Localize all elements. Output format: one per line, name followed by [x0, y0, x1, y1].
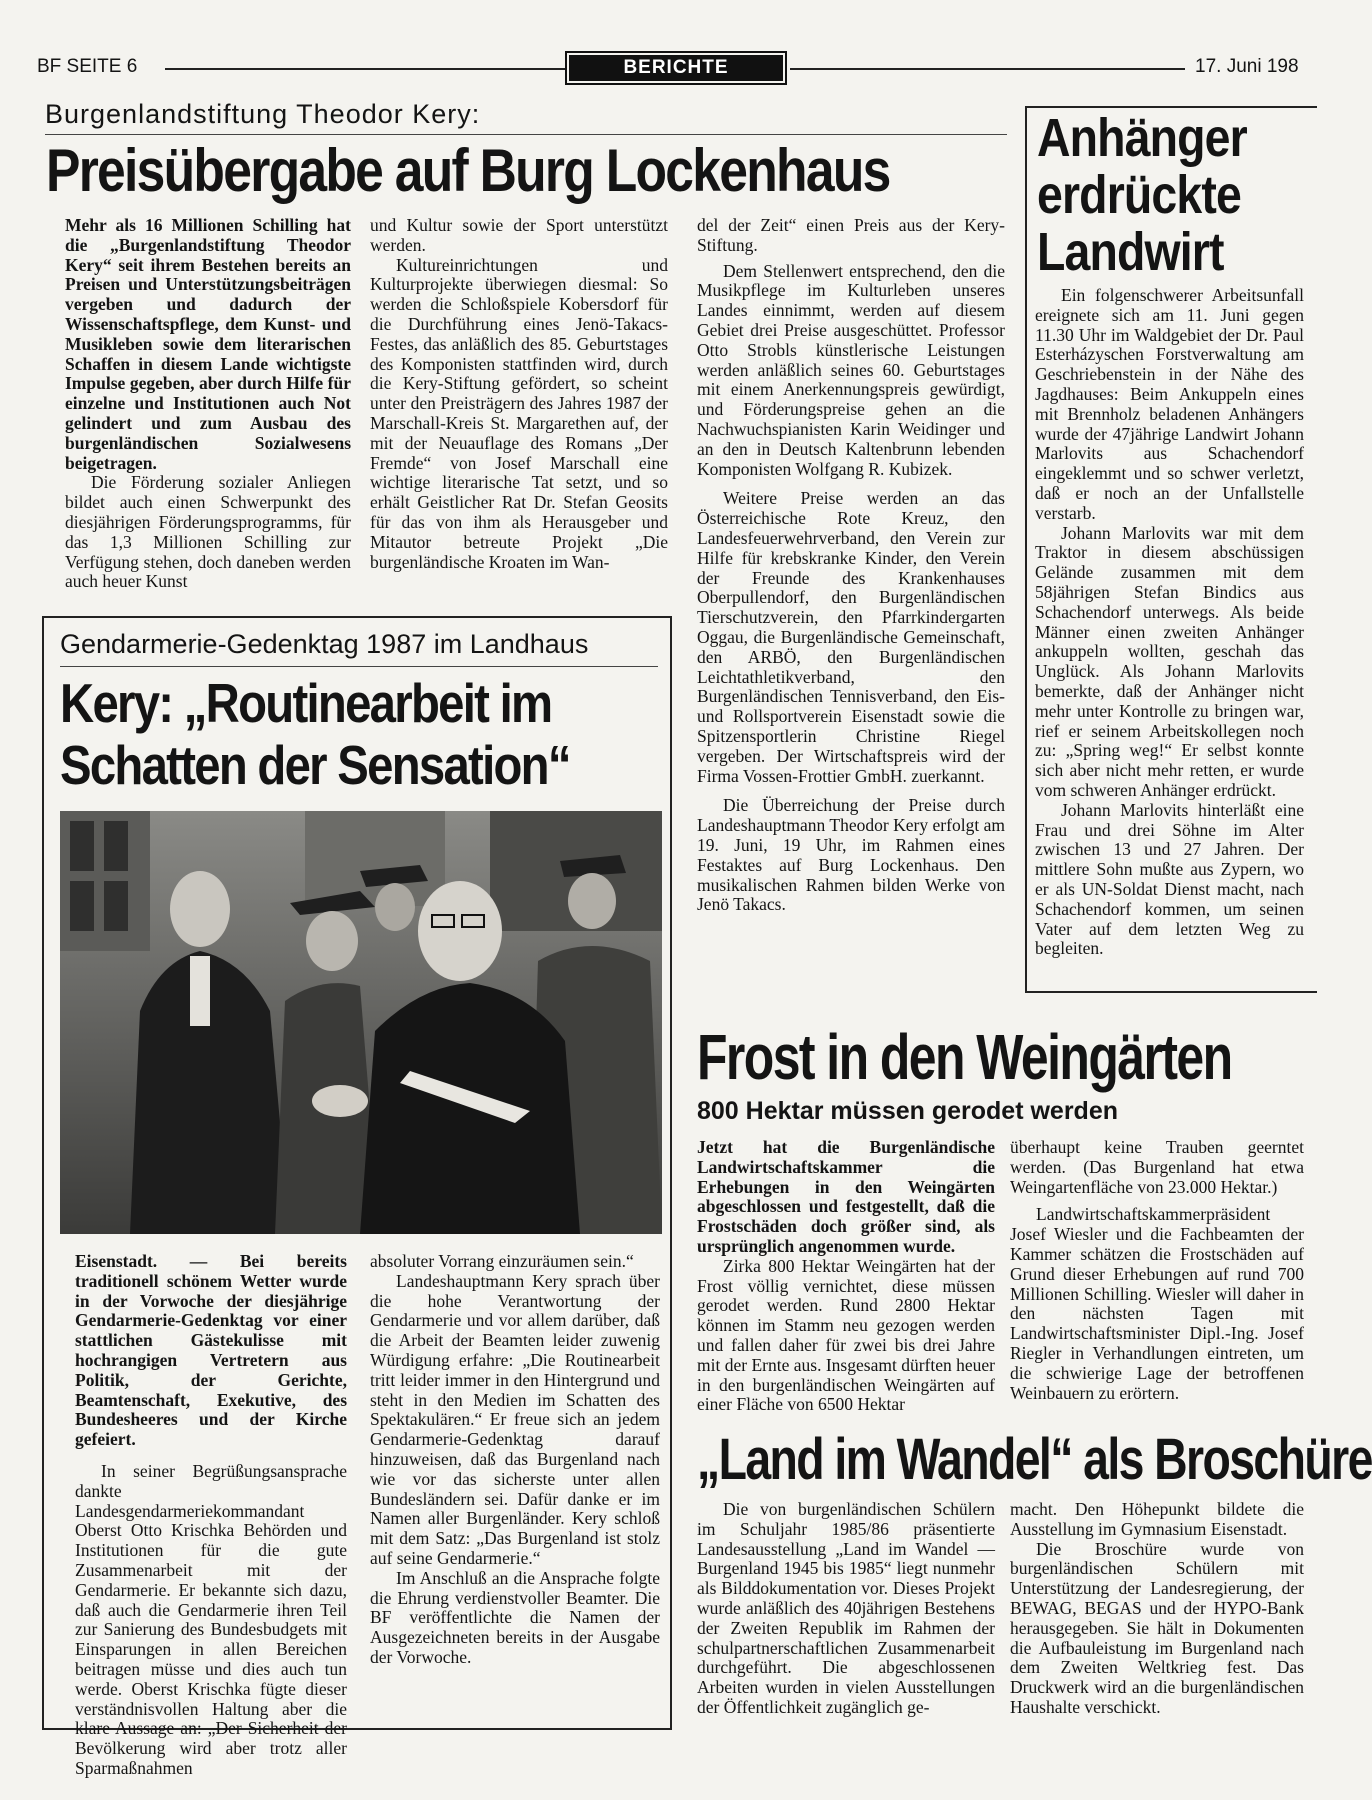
article4-col1	[697, 1137, 995, 1415]
article3-paragraph: absoluter Vorrang einzuräumen sein.“	[370, 1251, 634, 1271]
article5-headline: „Land im Wandel“ als Broschüre	[697, 1427, 1372, 1492]
page-date: 17. Juni 198	[1195, 56, 1299, 77]
article3-lead: Eisenstadt. — Bei bereits traditionell schönem Wetter wurde in der Vorwoche der diesjährige Gendarmerie-Gedenktag vor einer stattlichen Gästekulisse mit hochrangigen Vertretern aus Politik, der Gerichte, Beamtenschaft, Exekutive, des Bundesheeres und der Kirche gefeiert.	[75, 1251, 347, 1450]
article1-paragraph: Weitere Preise werden an das Österreichische Rote Kreuz, den Landesfeuerwehrverband, den Verein zur Hilfe für krebskranke Kinder, den Verein der Freunde des Krankenhauses Oberpullendorf, den Burgenländischen Tierschutzverein, den Pfarrkindergarten Oggau, die Burgenländische Gemeinschaft, den ARBÖ, den Burgenländischen Leichtathletikverband, den Burgenländischen Tennisverband, den Eis- und Rollsportverein Eisenstadt sowie die Spitzensportlerin Christine Riegel vergeben. Der Wirtschaftspreis wird der Firma Vossen-Frottier GmbH. zuerkannt.	[697, 488, 1005, 786]
header-rule-left	[165, 68, 565, 70]
article1-paragraph: Kultureinrichtungen und Kulturprojekte überwiegen diesmal: So werden die Schloßspiele Kobersdorf für die Durchführung eines Jenö-Takacs-Festes, das anläßlich des 85. Geburtstages des Komponisten stattfinden wird, durch die Kery-Stiftung gefördert, so scheint unter den Preisträgern des Jahres 1987 der Marschall-Kreis St. Margarethen auf, der mit der Neuauflage des Romans „Der Fremde“ von Josef Marschall eine wichtige literarische Tat setzt, und so erhält Geistlicher Rat Dr. Stefan Geosits für das von ihm als Herausgeber und Mitautor betreute Projekt „Die burgenländische Kroaten im Wan-	[370, 254, 668, 572]
article1-lead: Mehr als 16 Millionen Schilling hat die „Burgenlandstiftung Theodor Kery“ seit ihrem Bestehen bereits an Preisen und Unterstützungsbeiträgen vergeben und dadurch der Wissenschaftspflege, dem Kunst- und Musikleben sowie dem literarischen Schaffen in diesem Lande wichtigste Impulse gegeben, aber durch Hilfe für einzelne und Institutionen auch Not gelindert und zum Ausbau des burgenländischen Sozialwesens beigetragen.	[65, 215, 351, 473]
article3-kicker: Gendarmerie-Gedenktag 1987 im Landhaus	[60, 629, 589, 659]
article1-paragraph: und Kultur sowie der Sport unterstützt werden.	[370, 215, 668, 255]
article3-kicker-rule	[60, 666, 658, 667]
article1-headline: Preisübergabe auf Burg Lockenhaus	[46, 137, 890, 204]
section-label	[565, 51, 787, 85]
article2-headline: Anhänger erdrückte Landwirt	[1037, 108, 1247, 282]
article5-paragraph: macht. Den Höhepunkt bildete die Ausstellung im Gymnasium Eisenstadt.	[1010, 1499, 1304, 1539]
article2-paragraph: Johann Marlovits hinterläßt eine Frau und drei Söhne im Alter zwischen 13 und 27 Jahren. Der mittlere Sohn mußte aus Zypern, wo er als UN-Soldat Dienst macht, nach Schachendorf kommen, um seinen Vater auf dem letzten Weg zu begleiten.	[1035, 799, 1304, 959]
article5-paragraph: Die Broschüre wurde von burgenländischen Schülern mit Unterstützung der Landesregierung, der BEWAG, BEGAS und der HYPO-Bank herausgegeben. Sie hält in Dokumenten die Aufbauleistung im Burgenland nach dem Zweiten Weltkrieg fest. Das Druckwerk wird an die burgenländischen Haushalte verschickt.	[1010, 1538, 1304, 1717]
article5-col1	[697, 1500, 995, 1740]
article2-body	[1035, 286, 1304, 988]
article1-paragraph: del der Zeit“ einen Preis aus der Kery-Stiftung.	[697, 215, 1005, 255]
article4-headline: Frost in den Weingärten	[697, 1021, 1232, 1093]
article3-col1	[75, 1251, 347, 1778]
article4-lead: Jetzt hat die Burgenländische Landwirtschaftskammer die Erhebungen in den Weingärten abgeschlossen und festgestellt, daß die Frostschäden doch größer sind, als ursprünglich angenommen wurde.	[697, 1137, 995, 1256]
photo-ceremony-illustration	[60, 811, 662, 1234]
article4-subhead: 800 Hektar müssen gerodet werden	[697, 1097, 1118, 1125]
article1-paragraph: Die Überreichung der Preise durch Landeshauptmann Theodor Kery erfolgt am 19. Juni, 19 Uhr, im Rahmen eines Festaktes auf Burg Lockenhaus. Den musikalischen Rahmen bilden Werke von Jenö Takacs.	[697, 795, 1005, 915]
section-label-text: BERICHTE	[569, 55, 783, 81]
article4-paragraph: überhaupt keine Trauben geerntet werden. (Das Burgenland hat etwa Weingartenfläche von 23.000 Hektar.)	[1010, 1137, 1304, 1197]
article4-col2	[1010, 1138, 1304, 1408]
article3-paragraph: Im Anschluß an die Ansprache folgte die Ehrung verdienstvoller Beamter. Die BF veröffentlichte die Namen der Ausgezeichneten bereits in der Ausgabe der Vorwoche.	[370, 1567, 660, 1667]
article3-photo	[60, 811, 662, 1234]
page-label: BF SEITE 6	[37, 56, 138, 77]
article3-paragraph: In seiner Begrüßungsansprache dankte Landesgendarmeriekommandant Oberst Otto Krischka Behörden und Institutionen für die gute Zusammenarbeit mit der Gendarmerie. Er bekannte sich dazu, daß auch die Gendarmerie ihren Teil zur Sanierung des Bundesbudgets mit Einsparungen in allen Bereichen beitragen müsse und dies auch tun werde. Oberst Krischka fügte dieser verständnisvollen Haltung aber die klare Aussage an: „Der Sicherheit der Bevölkerung wird aber trotz aller Sparmaßnahmen	[75, 1460, 347, 1778]
header-rule-right	[790, 68, 1185, 70]
article1-col1	[65, 216, 351, 594]
article5-col2	[1010, 1500, 1304, 1740]
article1-col2	[370, 216, 668, 594]
article2-paragraph: Johann Marlovits war mit dem Traktor in diesem abschüssigen Gelände zusammen mit dem 58jährigen Stefan Bindics aus Schachendorf unterwegs. Als beide Männer einen zweiten Anhänger ankuppeln wollten, geschah das Unglück. Als Johann Marlovits bemerkte, daß der Anhänger nicht mehr unter Kontrolle zu bringen war, rief er seinem Arbeitskollegen noch zu: „Spring weg!“ Er selbst konnte sich aber nicht mehr retten, er wurde vom schweren Anhänger erdrückt.	[1035, 522, 1304, 800]
article1-col3	[697, 216, 1005, 1004]
article4-paragraph: Landwirtschaftskammerpräsident Josef Wiesler und die Fachbeamten der Kammer schätzen die Frostschäden auf Grund dieser Erhebungen auf rund 700 Millionen Schilling. Wiesler will daher in den nächsten Tagen mit Landwirtschaftsminister Dipl.-Ing. Josef Riegler in Verhandlungen eintreten, um die schwierige Lage der betroffenen Weinbauern zu erörtern.	[1010, 1204, 1304, 1403]
article3-col2	[370, 1252, 660, 1722]
article1-paragraph: Dem Stellenwert entsprechend, den die Musikpflege im Kulturleben unseres Landes einnimmt, werden auf diesem Gebiet drei Preise ausgeschüttet. Professor Otto Strobls künstlerische Leistungen werden anläßlich seines 60. Geburtstages mit einem Anerkennungspreis gewürdigt, und Förderungspreise gehen an die Nachwuchspianisten Karin Weidinger und an den in Deutsch Kaltenbrunn lebenden Komponisten Wolfgang R. Kubizek.	[697, 260, 1005, 479]
article4-paragraph: Zirka 800 Hektar Weingärten hat der Frost völlig vernichtet, diese müssen gerodet werden. Rund 2800 Hektar können im Stamm neu gezogen werden und fallen daher für zwei bis drei Jahre mit der Ernte aus. Insgesamt dürften heuer in den burgenländischen Weingärten auf einer Fläche von 6500 Hektar	[697, 1255, 995, 1415]
article3-headline-line2: Schatten der Sensation“	[60, 734, 570, 796]
article1-kicker-rule	[45, 134, 1007, 135]
article1-paragraph: Die Förderung sozialer Anliegen bildet auch einen Schwerpunkt des diesjährigen Förderungsprogramms, für das 1,3 Millionen Schilling zur Verfügung stehen, doch daneben werden auch heuer Kunst	[65, 472, 351, 592]
article3-paragraph: Landeshauptmann Kery sprach über die hohe Verantwortung der Gendarmerie und vor allem darüber, daß die Arbeit der Beamten leider zuwenig Würdigung erfahre: „Die Routinearbeit tritt leider immer in den Hintergrund und steht in den Medien im Schatten des Spektakulären.“ Er freue sich an jedem Gendarmerie-Gedenktag darauf hinzuweisen, daß das Burgenland nach wie vor das sicherste unter allen Bundesländern sei. Dafür danke er im Namen aller Burgenländer. Kery schloß mit dem Satz: „Das Burgenland ist stolz auf seine Gendarmerie.“	[370, 1270, 660, 1568]
article1-kicker: Burgenlandstiftung Theodor Kery:	[45, 99, 481, 129]
article3-headline-line1: Kery: „Routinearbeit im	[60, 672, 552, 734]
article2-paragraph: Ein folgenschwerer Arbeitsunfall ereignete sich am 11. Juni gegen 11.30 Uhr im Waldgebiet der Dr. Paul Esterházyschen Forstverwaltung am Geschriebenstein in der Nähe des Jagdhauses: Beim Ankuppeln eines mit Brennholz beladenen Anhängers wurde der 47jährige Landwirt Johann Marlovits aus Schachendorf eingeklemmt und so schwer verletzt, daß er noch an der Unfallstelle verstarb.	[1035, 285, 1304, 523]
article5-paragraph: Die von burgenländischen Schülern im Schuljahr 1985/86 präsentierte Landesausstellung „Land im Wandel — Burgenland 1945 bis 1985“ liegt nunmehr als Bilddokumentation vor. Dieses Projekt wurde anläßlich des 40jährigen Bestehens der Zweiten Republik im Rahmen der schulpartnerschaftlichen Zusammenarbeit durchgeführt. Die abgeschlossenen Arbeiten wurden in vielen Ausstellungen der Öffentlichkeit zugänglich ge-	[697, 1499, 995, 1717]
